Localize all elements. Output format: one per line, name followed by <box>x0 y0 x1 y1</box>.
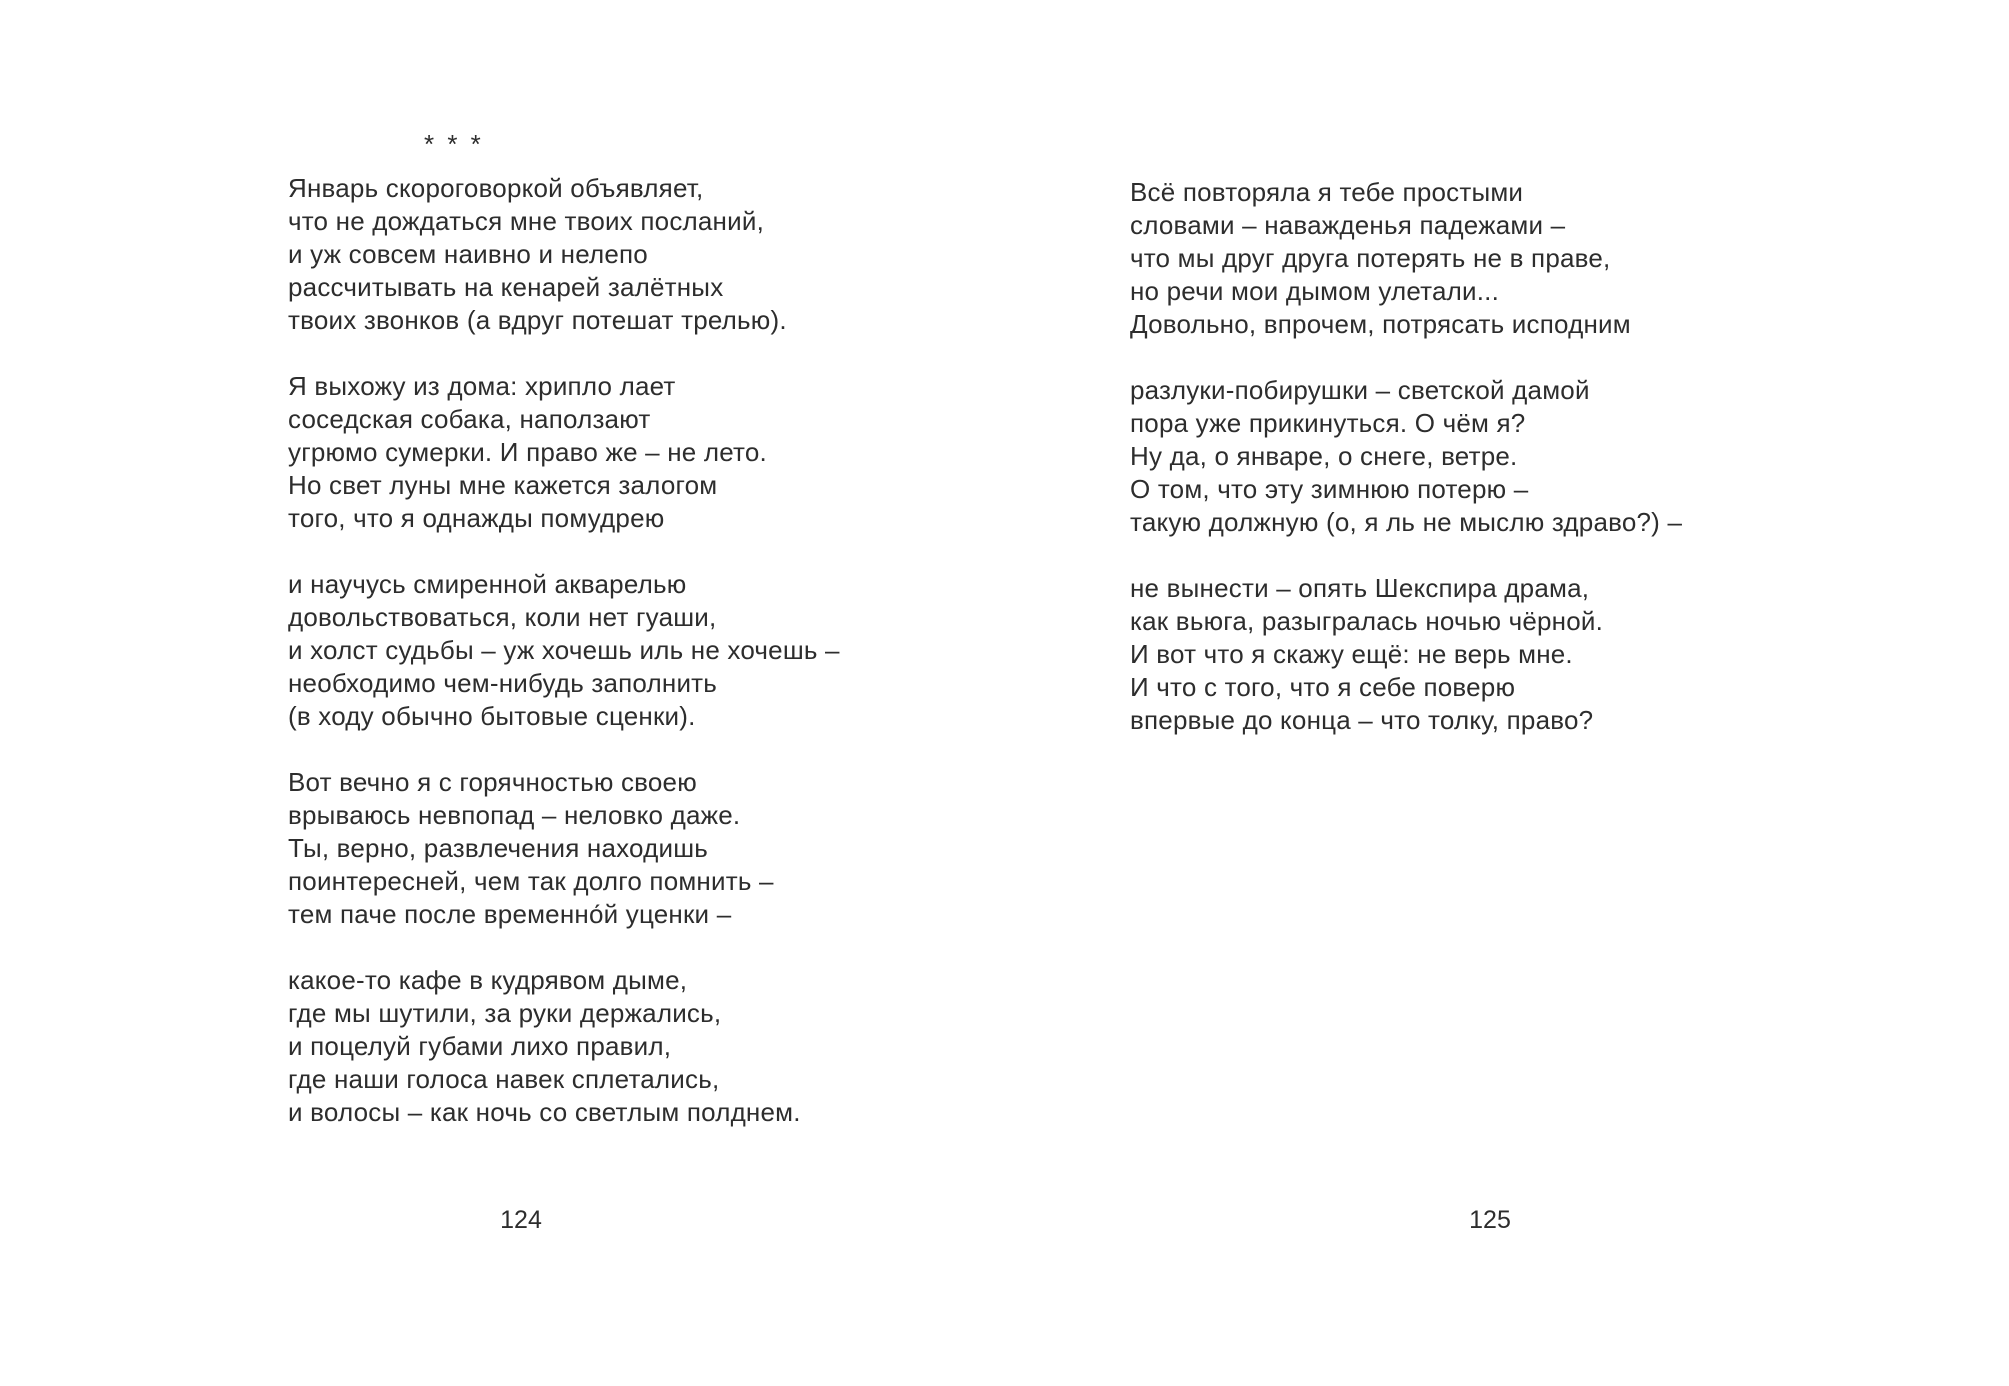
stanza <box>288 766 840 931</box>
poem-line: Довольно, впрочем, потрясать исподним <box>1130 309 1631 339</box>
poem-line: довольствоваться, коли нет гуаши, <box>288 602 717 632</box>
poem-line: Январь скороговоркой объявляет, <box>288 173 704 203</box>
poem-line: Ну да, о январе, о снеге, ветре. <box>1130 441 1518 471</box>
poem-line: О том, что эту зимнюю потерю – <box>1130 474 1529 504</box>
poem-line: где мы шутили, за руки держались, <box>288 998 722 1028</box>
poem-line: и уж совсем наивно и нелепо <box>288 239 648 269</box>
poem-line: и научусь смиренной акварелью <box>288 569 687 599</box>
stanza <box>288 964 840 1129</box>
poem-line: И вот что я скажу ещё: не верь мне. <box>1130 639 1573 669</box>
poem-line: и поцелуй губами лихо правил, <box>288 1031 672 1061</box>
stanza <box>288 172 840 337</box>
poem-line: того, что я однажды помудрею <box>288 503 665 533</box>
stanza <box>1130 572 1682 737</box>
section-divider-asterisks: * * * <box>424 129 484 159</box>
poem-line: но речи мои дымом улетали... <box>1130 276 1500 306</box>
stanza <box>288 370 840 535</box>
poem-line: угрюмо сумерки. И право же – не лето. <box>288 437 767 467</box>
right-page <box>1130 176 1682 737</box>
poem-line: какое-то кафе в кудрявом дыме, <box>288 965 688 995</box>
page-number-right: 125 <box>1469 1206 1511 1234</box>
poem-line: Вот вечно я с горячностью своею <box>288 767 697 797</box>
poem-line: рассчитывать на кенарей залётных <box>288 272 724 302</box>
poem-line: впервые до конца – что толку, право? <box>1130 705 1594 735</box>
poem-line: твоих звонков (а вдруг потешат трелью). <box>288 305 787 335</box>
poem-line: поинтересней, чем так долго помнить – <box>288 866 774 896</box>
stanza <box>288 568 840 733</box>
poem-line: врываюсь невпопад – неловко даже. <box>288 800 741 830</box>
poem-line: (в ходу обычно бытовые сценки). <box>288 701 696 731</box>
poem-line: соседская собака, наползают <box>288 404 651 434</box>
stanza <box>1130 176 1682 341</box>
poem-line: и холст судьбы – уж хочешь иль не хочешь – <box>288 635 840 665</box>
poem-line: где наши голоса навек сплетались, <box>288 1064 720 1094</box>
poem-line: что мы друг друга потерять не в праве, <box>1130 243 1611 273</box>
poem-line: и волосы – как ночь со светлым полднем. <box>288 1097 801 1127</box>
poem-line: Всё повторяла я тебе простыми <box>1130 177 1524 207</box>
poem-line: Я выхожу из дома: хрипло лает <box>288 371 676 401</box>
poem-line: необходимо чем-нибудь заполнить <box>288 668 718 698</box>
poem-line: не вынести – опять Шекспира драма, <box>1130 573 1590 603</box>
poem-line: Ты, верно, развлечения находишь <box>288 833 709 863</box>
poem-line: как вьюга, разыгралась ночью чёрной. <box>1130 606 1604 636</box>
left-page <box>288 128 840 1129</box>
stanza <box>1130 374 1682 539</box>
poem-line: пора уже прикинуться. О чём я? <box>1130 408 1526 438</box>
page-number-left: 124 <box>500 1206 542 1234</box>
poem-line: такую должную (о, я ль не мыслю здраво?) – <box>1130 507 1683 537</box>
poem-line: тем паче после временно́й уценки – <box>288 899 732 929</box>
poem-line: словами – наважденья падежами – <box>1130 210 1566 240</box>
poem-line: И что с того, что я себе поверю <box>1130 672 1516 702</box>
poem-line: что не дождаться мне твоих посланий, <box>288 206 764 236</box>
poem-line: разлуки-побирушки – светской дамой <box>1130 375 1590 405</box>
poem-line: Но свет луны мне кажется залогом <box>288 470 718 500</box>
